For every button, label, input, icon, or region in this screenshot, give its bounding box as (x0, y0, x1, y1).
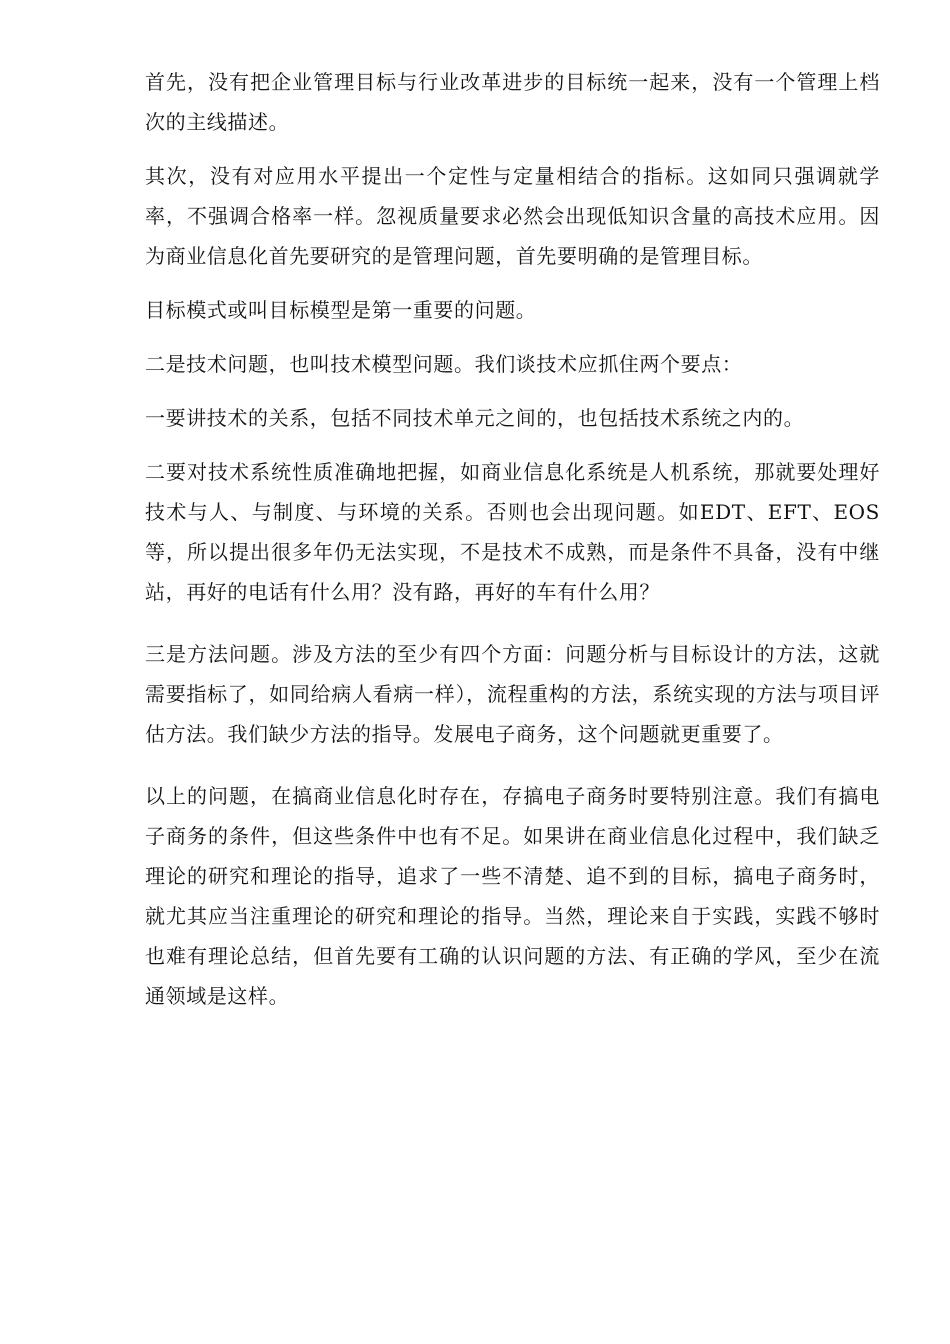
paragraph-2: 其次，没有对应用水平提出一个定性与定量相结合的指标。这如同只强调就学率，不强调合格率一样。忽视质量要求必然会出现低知识含量的高技术应用。因为商业信息化首先要研究的是管理问题，首先要明确的是管理目标。 (145, 164, 880, 268)
paragraph-3: 目标模式或叫目标模型是第一重要的问题。 (145, 298, 537, 322)
paragraph-4: 二是技术问题，也叫技术模型问题。我们谈技术应抓住两个要点： (145, 352, 743, 376)
paragraph-5: 一要讲技术的关系，包括不同技术单元之间的，也包括技术系统之内的。 (145, 406, 805, 430)
paragraph-1: 首先，没有把企业管理目标与行业改革进步的目标统一起来，没有一个管理上档次的主线描述。 (145, 70, 880, 134)
paragraph-8: 以上的问题，在搞商业信息化时存在，存搞电子商务时要特别注意。我们有搞电子商务的条件，但这些条件中也有不足。如果讲在商业信息化过程中，我们缺乏理论的研究和理论的指导，追求了一些不清楚、追不到的目标，搞电子商务时，就尤其应当注重理论的研究和理论的指导。当然，理论来自于实践，实践不够时也难有理论总结，但首先要有工确的认识问题的方法、有正确的学风，至少在流通领域是这样。 (145, 784, 880, 1008)
paragraph-6: 二要对技术系统性质准确地把握，如商业信息化系统是人机系统，那就要处理好技术与人、与制度、与环境的关系。否则也会出现问题。如EDT、EFT、EOS等，所以提出很多年仍无法实现，不是技术不成熟，而是条件不具备，没有中继站，再好的电话有什么用？没有路，再好的车有什么用？ (145, 460, 880, 604)
document-body (145, 62, 880, 1030)
paragraph-7: 三是方法问题。涉及方法的至少有四个方面：问题分析与目标设计的方法，这就需要指标了，如同给病人看病一样），流程重构的方法，系统实现的方法与项目评估方法。我们缺少方法的指导。发展电子商务，这个问题就更重要了。 (145, 642, 880, 746)
